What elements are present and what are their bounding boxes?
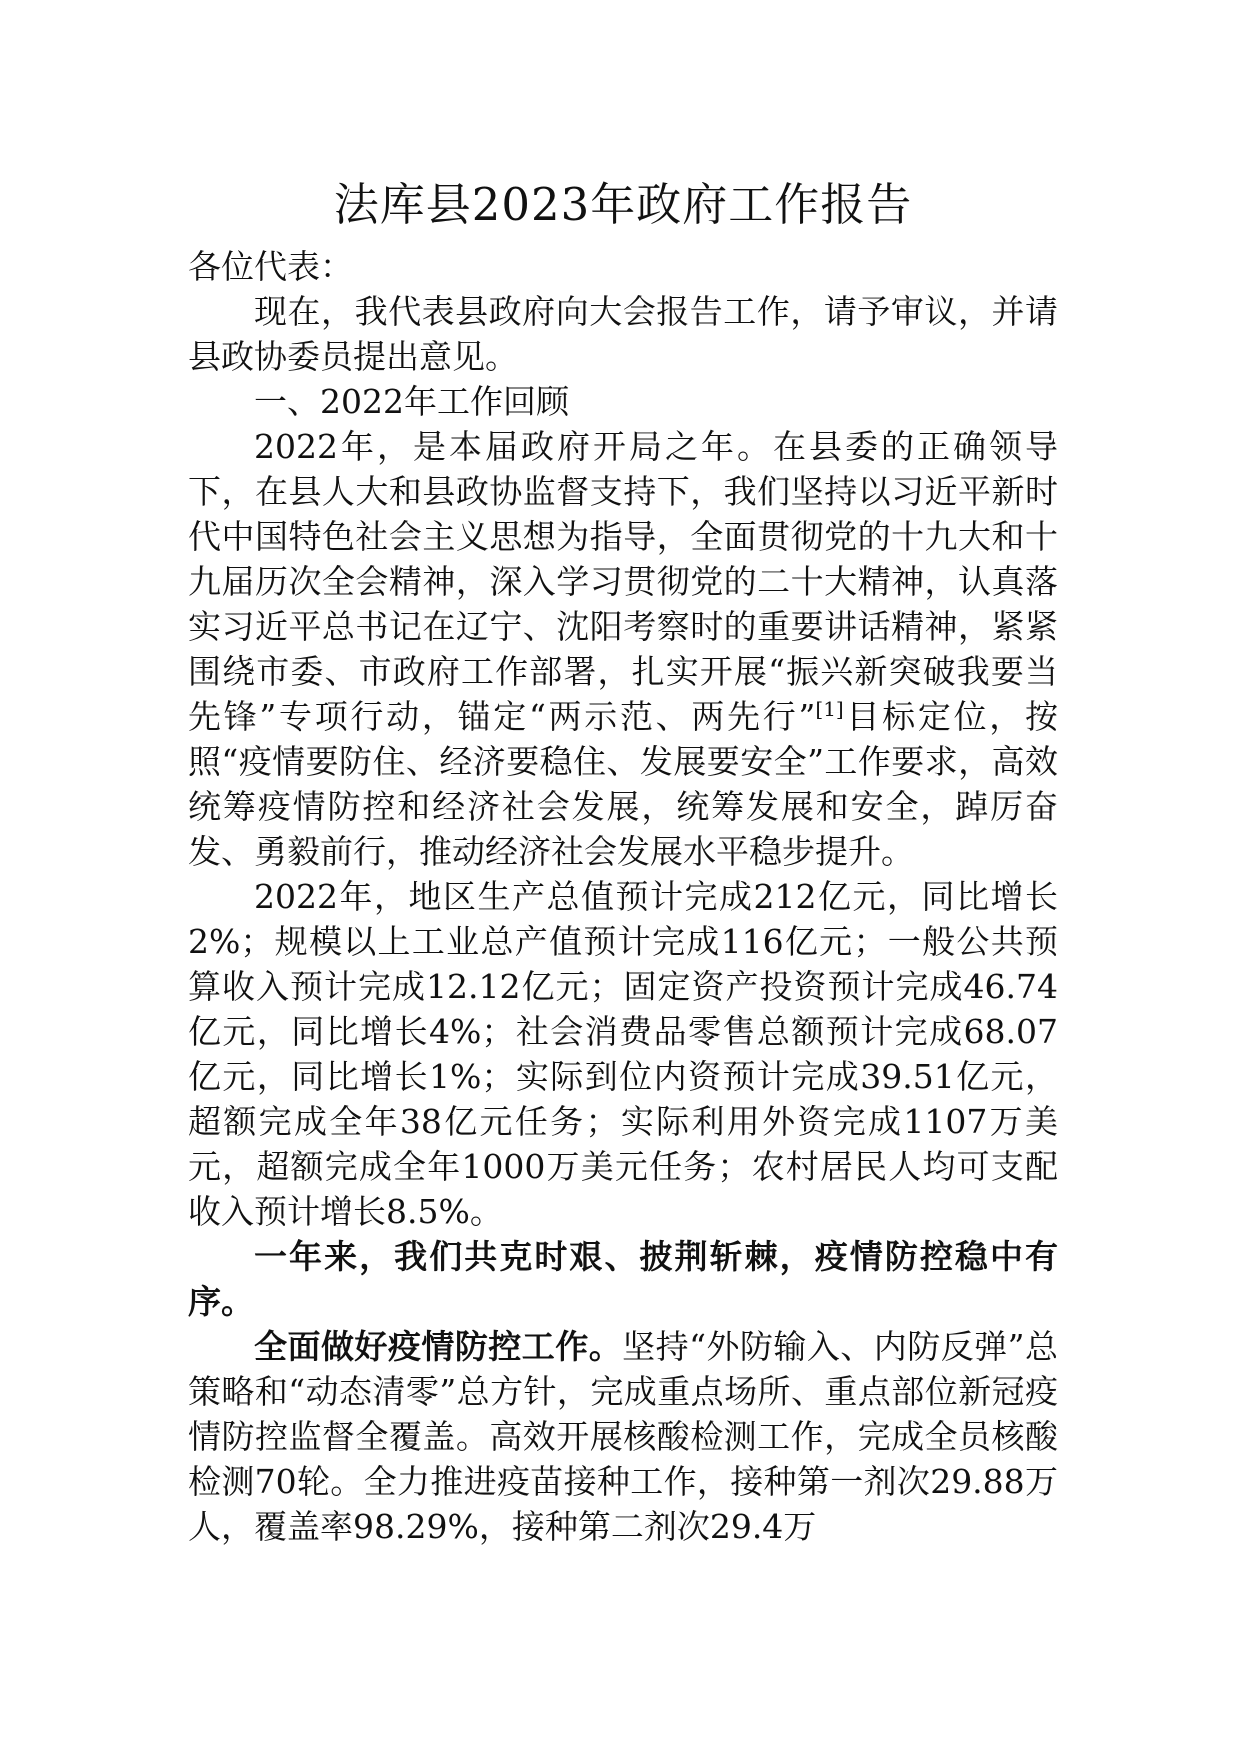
- epidemic-control-paragraph: [188, 1324, 1058, 1549]
- epidemic-control-lead: 全面做好疫情防控工作。: [254, 1327, 623, 1366]
- intro-paragraph: 现在，我代表县政府向大会报告工作，请予审议，并请县政协委员提出意见。: [188, 292, 1058, 376]
- footnote-reference[interactable]: [1]: [815, 697, 844, 721]
- epidemic-control-body: 坚持“外防输入、内防反弹”总策略和“动态清零”总方针，完成重点场所、重点部位新冠疫情防控监督全覆盖。高效开展核酸检测工作，完成全员核酸检测70轮。全力推进疫苗接种工作，接种第一剂次29.88万人，覆盖率98.29%，接种第二剂次29.4万: [188, 1327, 1058, 1546]
- overview-paragraph: [188, 424, 1058, 874]
- overview-text-before-ref: 2022年，是本届政府开局之年。在县委的正确领导下，在县人大和县政协监督支持下，我们坚持以习近平新时代中国特色社会主义思想为指导，全面贯彻党的十九大和十九届历次全会精神，深入学习贯彻党的二十大精神，认真落实习近平总书记在辽宁、沈阳考察时的重要讲话精神，紧紧围绕市委、市政府工作部署，扎实开展“振兴新突破我要当先锋”专项行动，锚定“两示范、两先行”: [188, 427, 1058, 736]
- summary-bold-paragraph: 一年来，我们共克时艰、披荆斩棘，疫情防控稳中有序。: [188, 1237, 1058, 1321]
- section-heading-review: 一、2022年工作回顾: [254, 382, 569, 421]
- economic-indicators-paragraph: 2022年，地区生产总值预计完成212亿元，同比增长2%；规模以上工业总产值预计完成116亿元；一般公共预算收入预计完成12.12亿元；固定资产投资预计完成46.74亿元，同比增长4%；社会消费品零售总额预计完成68.07亿元，同比增长1%；实际到位内资预计完成39.51亿元，超额完成全年38亿元任务；实际利用外资完成1107万美元，超额完成全年1000万美元任务；农村居民人均可支配收入预计增长8.5%。: [188, 877, 1058, 1231]
- document-title: 法库县2023年政府工作报告: [333, 178, 913, 231]
- salutation: 各位代表：: [188, 247, 353, 286]
- overview-text-after-ref: 目标定位，按照“疫情要防住、经济要稳住、发展要安全”工作要求，高效统筹疫情防控和经济社会发展，统筹发展和安全，踔厉奋发、勇毅前行，推动经济社会发展水平稳步提升。: [188, 697, 1058, 871]
- document-page: [188, 172, 1058, 1549]
